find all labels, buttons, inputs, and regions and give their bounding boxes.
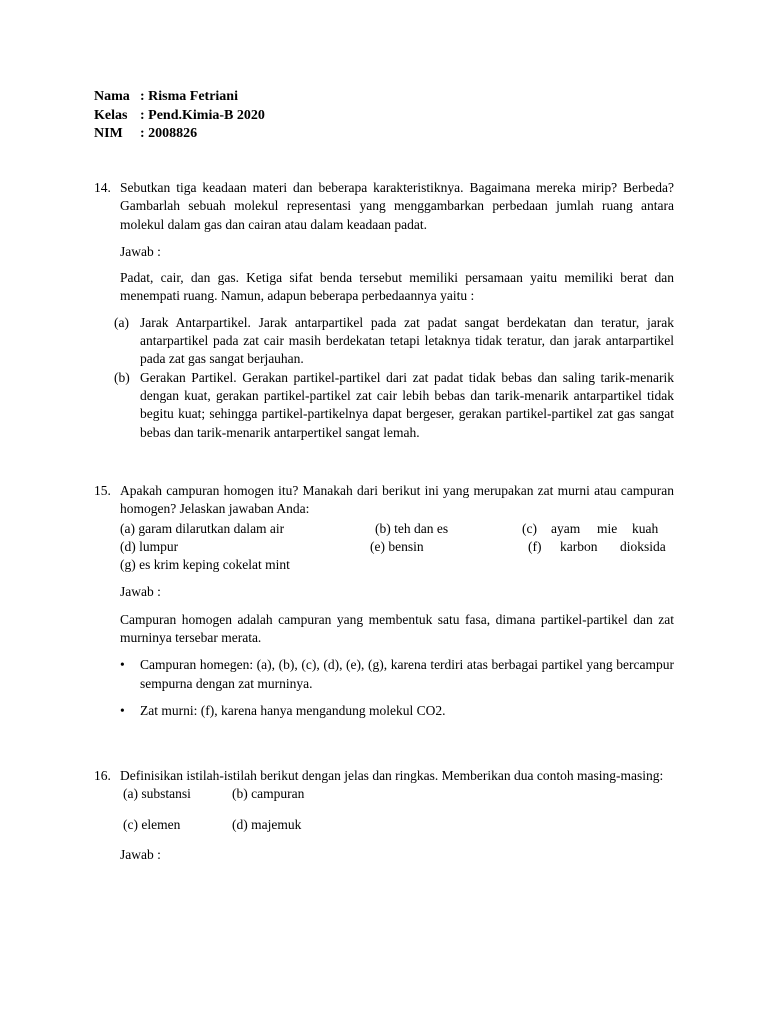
question-text: Apakah campuran homogen itu? Manakah dari berikut ini yang merupakan zat murni atau campuran homogen? Jelaskan jawaban Anda: (120, 483, 674, 517)
option-f-word-1: karbon (560, 538, 598, 554)
options-row-1 (120, 785, 674, 803)
question-text: Sebutkan tiga keadaan materi dan beberapa karakteristiknya. Bagaimana mereka mirip? Berbeda? Gambarlah sebuah molekul representasi yang menggambarkan perbedaan jumlah ruang antara molekul dalam gas dan cairan atau dalam keadaan padat. (120, 180, 674, 232)
answer-list (94, 314, 674, 442)
question-number: 15. (94, 483, 111, 498)
item-text: Jarak Antarpartikel. Jarak antarpartikel pada zat padat sangat berdekatan dan teratur, jarak antarpartikel pada zat cair masih berdekatan tetapi letaknya tidak teratur, dan jarak antarpartikel pada zat gas sangat berjauhan. (140, 314, 674, 367)
option-c-word-3: kuah (632, 520, 659, 536)
question-number: 16. (94, 768, 111, 783)
name-label: Nama (94, 89, 130, 104)
answer-item-a (94, 314, 674, 369)
nim-value: : 2008826 (140, 126, 198, 141)
option-f-marker: (f) (528, 538, 542, 554)
nim-label: NIM (94, 126, 123, 141)
class-value: : Pend.Kimia-B 2020 (140, 107, 265, 123)
question-14-header (94, 179, 674, 234)
question-14-answer (94, 243, 674, 306)
option-a: (a) garam dilarutkan dalam air (120, 520, 285, 536)
options-row-2 (120, 538, 674, 556)
bullet-item-1 (120, 656, 674, 693)
question-15-header (94, 482, 674, 519)
option-c-word-1: ayam (551, 520, 581, 536)
class-row (94, 107, 265, 126)
option-g: (g) es krim keping cokelat mint (120, 557, 290, 573)
question-16-options (94, 785, 674, 864)
student-identity (94, 88, 265, 144)
question-number: 14. (94, 180, 111, 195)
option-f-word-2: dioksida (620, 538, 666, 554)
question-15-options (94, 520, 674, 721)
name-row (94, 88, 265, 107)
item-marker: (a) (114, 314, 129, 330)
answer-label: Jawab : (120, 584, 161, 600)
options-row-2 (120, 816, 674, 834)
question-15 (94, 482, 674, 720)
option-c: (c) elemen (123, 816, 181, 832)
bullet-item-2 (120, 702, 674, 720)
options-row-1 (120, 520, 674, 538)
answer-intro: Padat, cair, dan gas. Ketiga sifat benda tersebut memiliki persamaan yaitu memiliki berat dan menempati ruang. Namun, adapun beberapa perbedaannya yaitu : (120, 270, 674, 304)
question-16-header (94, 767, 674, 785)
option-d: (d) majemuk (232, 816, 302, 832)
question-14 (94, 179, 674, 442)
question-16 (94, 767, 674, 872)
class-label: Kelas (94, 107, 128, 123)
bullet-text: Zat murni: (f), karena hanya mengandung molekul CO2. (140, 702, 446, 718)
answer-label: Jawab : (120, 846, 161, 862)
options-row-3 (120, 556, 674, 574)
nim-row (94, 125, 265, 144)
bullet-icon: • (120, 702, 125, 718)
answer-item-b (94, 369, 674, 442)
bullet-icon: • (120, 657, 125, 673)
answer-label: Jawab : (120, 243, 161, 259)
answer-text: Campuran homogen adalah campuran yang membentuk satu fasa, dimana partikel-partikel dan zat murninya tersebar merata. (120, 611, 674, 646)
item-text: Gerakan Partikel. Gerakan partikel-partikel dari zat padat tidak bebas dan saling tarik-menarik dengan kuat, gerakan partikel-partikel zat cair lebih bebas dan tarik-menarik antarpartikel tidak begitu kuat; sehingga partikel-partikelnya dapat bergeser, gerakan partikel-partikel zat gas sangat bebas dan tarik-menarik antarpertikel sangat lemah. (140, 369, 674, 440)
bullet-text: Campuran homegen: (a), (b), (c), (d), (e), (g), karena terdiri atas berbagai partikel yang bercampur sempurna dengan zat murninya. (140, 657, 674, 691)
name-value: : Risma Fetriani (140, 89, 238, 104)
item-marker: (b) (114, 369, 130, 385)
option-d: (d) lumpur (120, 538, 179, 554)
option-b: (b) campuran (232, 786, 305, 802)
option-e: (e) bensin (370, 538, 424, 554)
option-c-marker: (c) (522, 520, 537, 536)
option-a: (a) substansi (123, 786, 191, 802)
option-b: (b) teh dan es (375, 520, 449, 536)
question-text: Definisikan istilah-istilah berikut dengan jelas dan ringkas. Memberikan dua contoh masing-masing: (120, 768, 664, 783)
option-c-word-2: mie (597, 520, 618, 536)
